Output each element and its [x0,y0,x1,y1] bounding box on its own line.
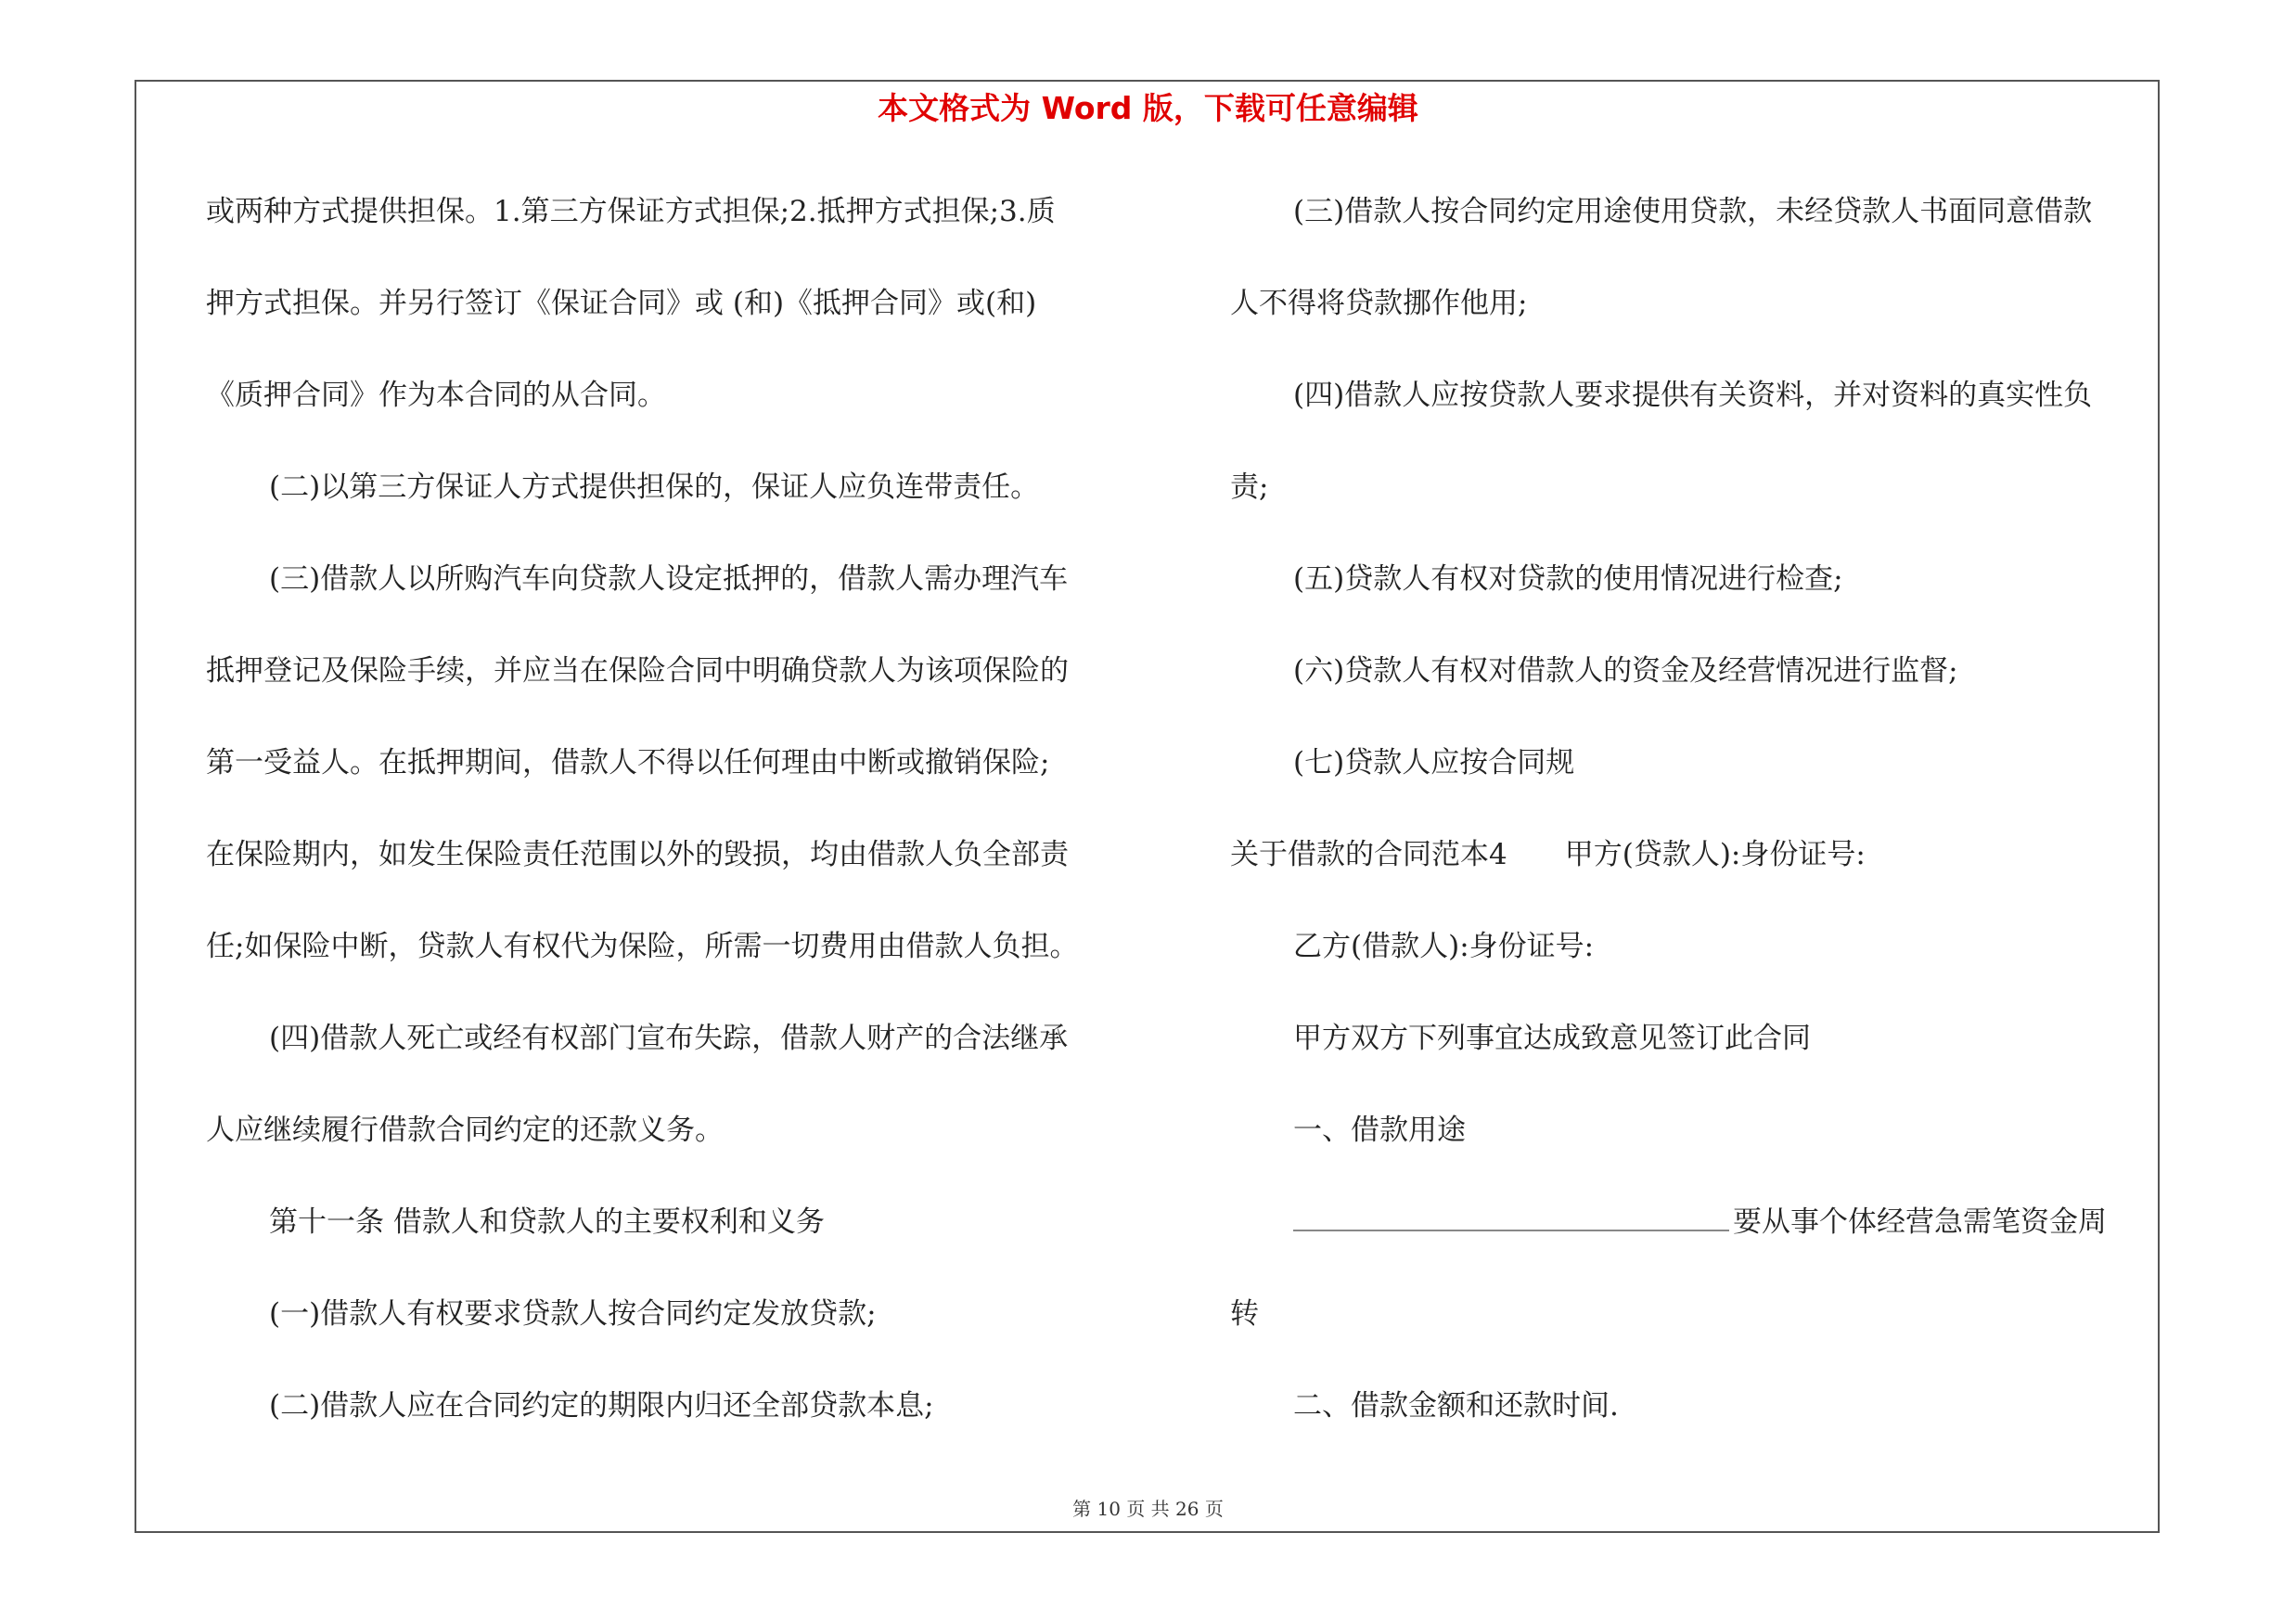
line-text: (三)借款人以所购汽车向贷款人设定抵押的，借款人需办理汽车 [269,562,1069,596]
line-text: 抵押登记及保险手续，并应当在保险合同中明确贷款人为该项保险的 [206,654,1069,688]
fill-in-blank [1293,1194,1729,1231]
line-text: 乙方(借款人):身份证号: [1293,930,1595,963]
line-text: (四)借款人死亡或经有权部门宣布失踪，借款人财产的合法继承 [269,1022,1069,1055]
text-line [1230,1194,2158,1286]
line-text: 押方式担保。并另行签订《保证合同》或 (和)《抵押合同》或(和) [206,287,1037,320]
text-line [206,276,1143,367]
line-text: (六)贷款人有权对借款人的资金及经营情况进行监督; [1293,654,1958,688]
text-line [206,459,1143,551]
line-text: (五)贷款人有权对贷款的使用情况进行检查; [1293,562,1843,596]
right-column [1230,184,2158,1470]
header-banner: 本文格式为 Word 版，下载可任意编辑 [878,90,1418,126]
text-line [1230,367,2158,459]
text-line [1230,459,2158,551]
line-text: 关于借款的合同范本4 甲方(贷款人):身份证号: [1230,838,1866,871]
text-line [206,827,1143,919]
text-line [206,551,1143,643]
line-text: 转 [1230,1297,1259,1331]
text-line [1230,643,2158,735]
text-line [206,1378,1143,1470]
line-text: 甲方双方下列事宜达成致意见签订此合同 [1293,1022,1811,1055]
text-line [206,184,1143,276]
line-text: (四)借款人应按贷款人要求提供有关资料，并对资料的真实性负 [1293,379,2093,412]
line-text: 人不得将贷款挪作他用; [1230,287,1528,320]
text-line [206,1102,1143,1194]
line-text: 第一受益人。在抵押期间，借款人不得以任何理由中断或撤销保险; [206,746,1050,779]
page-number: 第 10 页 共 26 页 [1072,1498,1224,1520]
text-line [1230,551,2158,643]
line-text: 《质押合同》作为本合同的从合同。 [206,379,666,412]
line-text: 二、借款金额和还款时间. [1293,1389,1619,1423]
line-text: 一、借款用途 [1293,1114,1466,1147]
text-line [206,1194,1143,1286]
line-text: 或两种方式提供担保。1.第三方保证方式担保;2.抵押方式担保;3.质 [206,195,1056,228]
line-text: 要从事个体经营急需笔资金周 [1733,1205,2107,1239]
line-text: 任;如保险中断，贷款人有权代为保险，所需一切费用由借款人负担。 [206,930,1079,963]
line-text: 在保险期内，如发生保险责任范围以外的毁损，均由借款人负全部责 [206,838,1069,871]
text-line [1230,827,2158,919]
line-text: (七)贷款人应按合同规 [1293,746,1575,779]
text-line [206,919,1143,1011]
text-line [1230,1102,2158,1194]
line-text: (一)借款人有权要求贷款人按合同约定发放贷款; [269,1297,877,1331]
text-line [1230,1286,2158,1378]
line-text: (三)借款人按合同约定用途使用贷款，未经贷款人书面同意借款 [1293,195,2093,228]
text-line [1230,1011,2158,1102]
text-line [1230,184,2158,276]
text-line [206,735,1143,827]
text-line [1230,919,2158,1011]
line-text: 第十一条 借款人和贷款人的主要权利和义务 [269,1205,825,1239]
line-text: 责; [1230,470,1269,504]
text-line [206,1011,1143,1102]
text-line [1230,1378,2158,1470]
text-line [1230,276,2158,367]
text-line [206,643,1143,735]
line-text: (二)以第三方保证人方式提供担保的，保证人应负连带责任。 [269,470,1040,504]
line-text: 人应继续履行借款合同约定的还款义务。 [206,1114,724,1147]
text-line [206,1286,1143,1378]
left-column [206,184,1143,1470]
text-line [206,367,1143,459]
text-line [1230,735,2158,827]
line-text: (二)借款人应在合同约定的期限内归还全部贷款本息; [269,1389,934,1423]
